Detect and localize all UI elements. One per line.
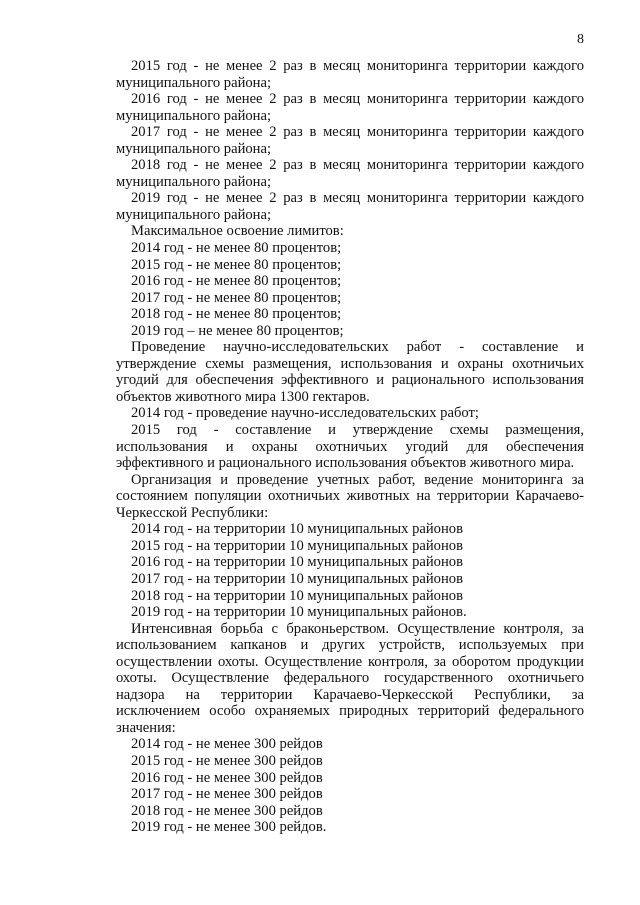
paragraph: 2015 год - не менее 2 раз в месяц мониторинга территории каждого муниципального района; [116, 58, 584, 91]
paragraph: Интенсивная борьба с браконьерством. Осуществление контроля, за использованием капканов и других устройств, используемых при осуществлении охоты. Осуществление контроля, за оборотом продукции охоты. Осуществление федерального государственного охотничьего надзора на территории Карачаево-Черкесской Республики, за исключением особо охраняемых природных территорий федерального значения: [116, 620, 584, 736]
text-line: 2014 год - на территории 10 муниципальных районов [131, 521, 463, 538]
text-line: Максимальное освоение лимитов: [131, 223, 344, 240]
text-line: 2017 год - на территории 10 муниципальных районов [131, 570, 463, 587]
text-line: 2015 год - на территории 10 муниципальных районов [131, 537, 463, 554]
text-line: 2016 год - не менее 80 процентов; [131, 273, 342, 290]
paragraph: Проведение научно-исследовательских работ - составление и утверждение схемы размещения, использования и охраны охотничьих угодий для обеспечения эффективного и рационального использования объектов животного мира 1300 гектаров. [116, 339, 584, 405]
text-line: 2019 год - на территории 10 муниципальных районов. [131, 604, 467, 621]
paragraph: 2016 год - не менее 2 раз в месяц мониторинга территории каждого муниципального района; [116, 91, 584, 124]
text-line: 2015 год - не менее 80 процентов; [131, 256, 342, 273]
document-body [116, 58, 584, 836]
text-line: 2017 год - не менее 300 рейдов [131, 786, 323, 803]
page-number: 8 [577, 32, 584, 47]
text-line: 2019 год - не менее 300 рейдов. [131, 819, 327, 836]
text-line: 2018 год - не менее 80 процентов; [131, 306, 342, 323]
paragraph: 2015 год - составление и утверждение схемы размещения, использования и охраны охотничьих угодий для обеспечения эффективного и рационального использования объектов животного мира. [116, 422, 584, 472]
text-line: 2014 год - не менее 80 процентов; [131, 240, 342, 257]
text-line: 2016 год - на территории 10 муниципальных районов [131, 554, 463, 571]
text-line: 2015 год - не менее 300 рейдов [131, 752, 323, 769]
paragraph: 2018 год - не менее 2 раз в месяц мониторинга территории каждого муниципального района; [116, 157, 584, 190]
text-line: 2016 год - не менее 300 рейдов [131, 769, 323, 786]
paragraph: 2017 год - не менее 2 раз в месяц мониторинга территории каждого муниципального района; [116, 124, 584, 157]
text-line: 2018 год - не менее 300 рейдов [131, 802, 323, 819]
text-line: 2014 год - проведение научно-исследовательских работ; [131, 405, 479, 422]
paragraph: Организация и проведение учетных работ, ведение мониторинга за состоянием популяции охотничьих животных на территории Карачаево-Черкесской Республики: [116, 471, 584, 521]
text-line: 2019 год – не менее 80 процентов; [131, 322, 344, 339]
text-line: 2018 год - на территории 10 муниципальных районов [131, 587, 463, 604]
paragraph: 2019 год - не менее 2 раз в месяц мониторинга территории каждого муниципального района; [116, 190, 584, 223]
text-line: 2017 год - не менее 80 процентов; [131, 289, 342, 306]
text-line: 2014 год - не менее 300 рейдов [131, 736, 323, 753]
